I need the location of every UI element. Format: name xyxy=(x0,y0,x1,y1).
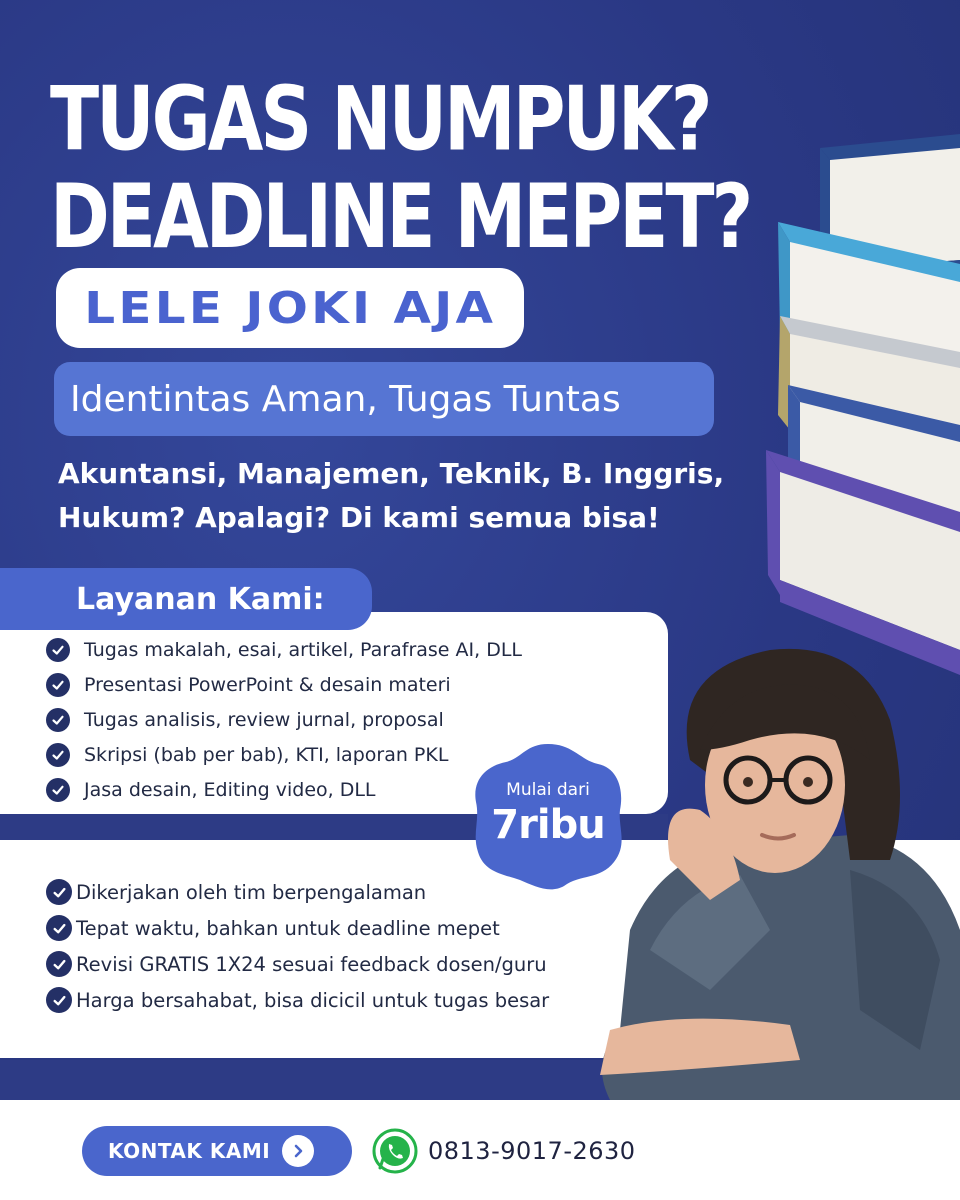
brand-pill xyxy=(56,268,524,348)
benefit-label: Revisi GRATIS 1X24 sesuai feedback dosen/guru xyxy=(76,952,547,976)
benefit-label: Dikerjakan oleh tim berpengalaman xyxy=(76,880,427,904)
subjects-text xyxy=(58,452,758,540)
service-label: Skripsi (bab per bab), KTI, laporan PKL xyxy=(84,743,449,766)
check-circle-icon xyxy=(46,987,72,1013)
books-illustration xyxy=(760,130,960,690)
service-label: Tugas makalah, esai, artikel, Parafrase AI, DLL xyxy=(84,638,523,661)
price-label: Mulai dari xyxy=(506,780,590,800)
contact-button[interactable] xyxy=(82,1126,352,1176)
subjects-line-2: Hukum? Apalagi? Di kami semua bisa! xyxy=(58,501,660,534)
phone-number[interactable]: 0813-9017-2630 xyxy=(428,1137,636,1165)
benefit-label: Harga bersahabat, bisa dicicil untuk tugas besar xyxy=(76,988,550,1012)
list-item xyxy=(46,946,549,982)
headline-line-2: DEADLINE MEPET? xyxy=(50,165,751,268)
headline xyxy=(50,67,751,268)
list-item xyxy=(46,910,549,946)
check-circle-icon xyxy=(46,708,70,732)
headline-line-1: TUGAS NUMPUK? xyxy=(50,67,710,171)
subjects-line-1: Akuntansi, Manajemen, Teknik, B. Inggris, xyxy=(58,457,725,490)
service-label: Jasa desain, Editing video, DLL xyxy=(84,778,376,801)
check-circle-icon xyxy=(46,638,70,662)
price-badge xyxy=(468,740,628,892)
chevron-right-icon xyxy=(282,1135,314,1167)
service-label: Tugas analisis, review jurnal, proposal xyxy=(84,708,444,731)
benefits-list xyxy=(46,874,549,1018)
services-list xyxy=(46,632,522,807)
check-circle-icon xyxy=(46,673,70,697)
list-item xyxy=(46,702,522,737)
benefit-label: Tepat waktu, bahkan untuk deadline mepet xyxy=(76,916,500,940)
student-illustration xyxy=(590,630,960,1100)
check-circle-icon xyxy=(46,915,72,941)
service-label: Presentasi PowerPoint & desain materi xyxy=(84,673,451,696)
price-value: 7ribu xyxy=(491,802,605,848)
brand-name: LELE JOKI AJA xyxy=(83,282,496,334)
phone-contact[interactable] xyxy=(372,1128,636,1174)
services-title: Layanan Kami: xyxy=(0,568,372,630)
check-circle-icon xyxy=(46,778,70,802)
list-item xyxy=(46,667,522,702)
list-item xyxy=(46,772,522,807)
list-item xyxy=(46,737,522,772)
whatsapp-icon xyxy=(372,1128,418,1174)
contact-button-label: KONTAK KAMI xyxy=(108,1139,271,1163)
check-circle-icon xyxy=(46,951,72,977)
check-circle-icon xyxy=(46,879,72,905)
list-item xyxy=(46,982,549,1018)
check-circle-icon xyxy=(46,743,70,767)
list-item xyxy=(46,632,522,667)
tagline: Identintas Aman, Tugas Tuntas xyxy=(54,362,714,436)
